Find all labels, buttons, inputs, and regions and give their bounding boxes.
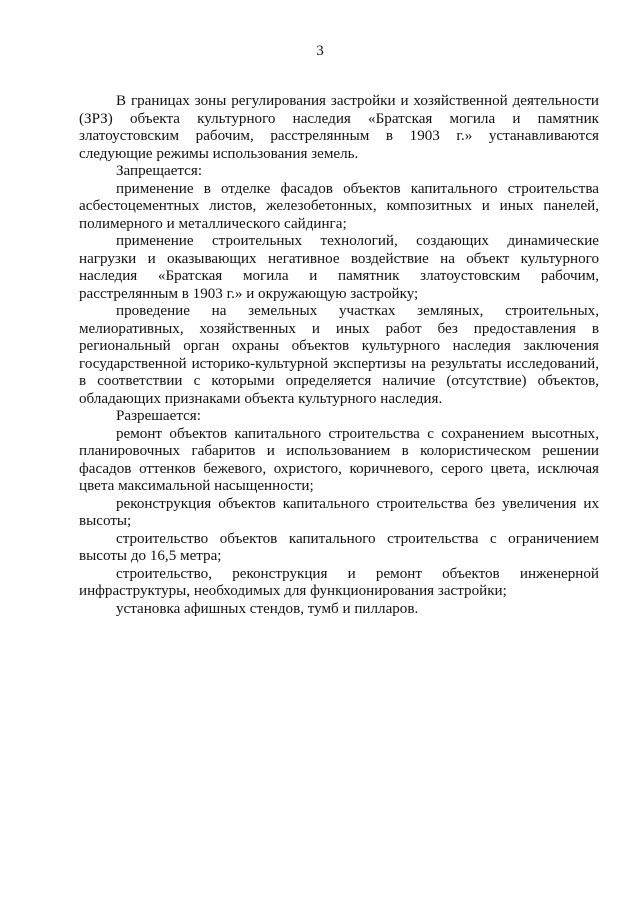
permitted-item: строительство, реконструкция и ремонт объектов инженерной инфраструктуры, необходимых для функционирования застройки; xyxy=(79,565,599,599)
prohibited-item: применение строительных технологий, создающих динамические нагрузки и оказывающих негативное воздействие на объект культурного наследия «Братская могила и памятник златоустовским рабочим, расстрелянным в 1903 г.» и окружающую застройку; xyxy=(79,233,599,302)
page-number: 3 xyxy=(316,43,324,59)
permitted-item: реконструкция объектов капитального строительства без увеличения их высоты; xyxy=(79,495,599,529)
intro-paragraph: В границах зоны регулирования застройки и хозяйственной деятельности (ЗРЗ) объекта культурного наследия «Братская могила и памятник златоустовским рабочим, расстрелянным в 1903 г.» устанавливаются следующие режимы использования земель. xyxy=(79,93,599,162)
prohibited-heading: Запрещается: xyxy=(116,163,203,179)
permitted-heading: Разрешается: xyxy=(116,408,201,424)
permitted-item: ремонт объектов капитального строительства с сохранением высотных, планировочных габаритов и использованием в колористическом решении фасадов оттенков бежевого, охристого, коричневого, серого цвета, исключая цвета максимальной насыщенности; xyxy=(79,425,599,494)
permitted-item: строительство объектов капитального строительства с ограничением высоты до 16,5 метра; xyxy=(79,530,599,564)
document-body xyxy=(79,93,599,618)
prohibited-item: применение в отделке фасадов объектов капитального строительства асбестоцементных листов, железобетонных, композитных и иных панелей, полимерного и металлического сайдинга; xyxy=(79,180,599,232)
permitted-item: установка афишных стендов, тумб и пилларов. xyxy=(116,600,419,617)
prohibited-item: проведение на земельных участках земляных, строительных, мелиоративных, хозяйственных и иных работ без предоставления в региональный орган охраны объектов культурного наследия заключения государственной историко-культурной экспертизы на результаты исследований, в соответствии с которыми определяется наличие (отсутствие) объектов, обладающих признаками объекта культурного наследия. xyxy=(79,303,599,407)
